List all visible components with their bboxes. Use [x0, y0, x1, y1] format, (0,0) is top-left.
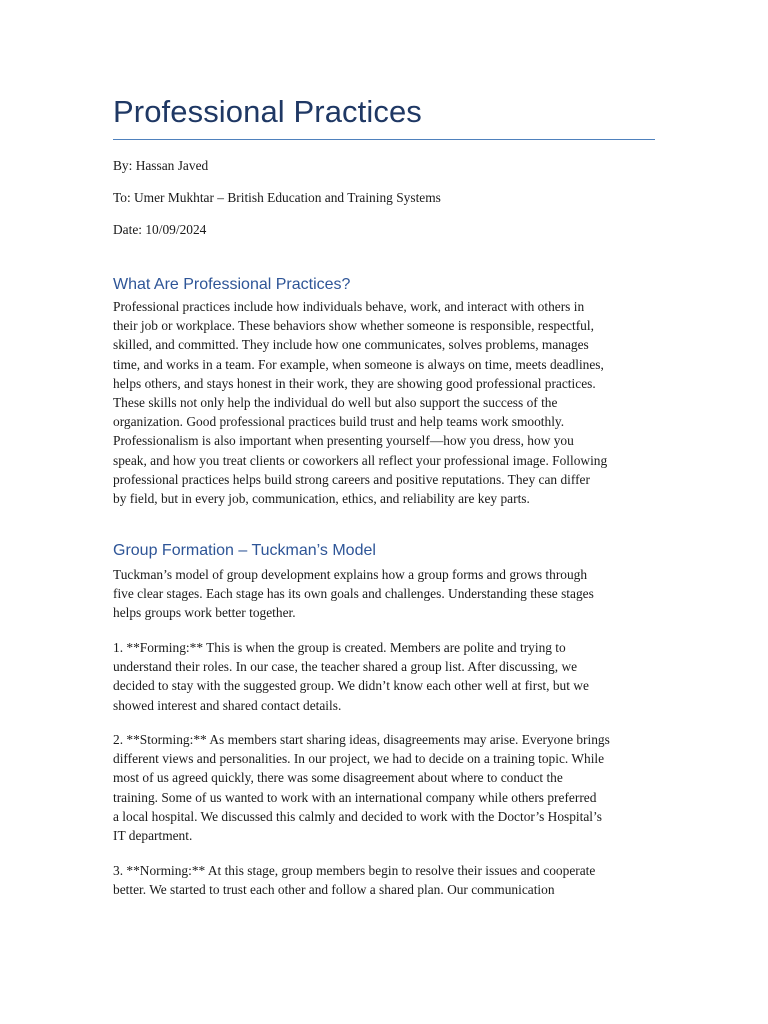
paragraph-professional-practices: [113, 297, 655, 508]
paragraph-line: their job or workplace. These behaviors show whether someone is responsible, respectful,: [113, 318, 594, 334]
paragraph-line: training. Some of us wanted to work with an international company while others preferred: [113, 789, 597, 805]
document-title: Professional Practices: [113, 94, 422, 129]
paragraph-line: different views and personalities. In our project, we had to decide on a training topic. While: [113, 751, 605, 767]
paragraph-tuckman-intro: [113, 565, 655, 623]
paragraph-line: skilled, and committed. They include how one communicates, solves problems, manages: [113, 337, 589, 353]
recipient-line: To: Umer Mukhtar – British Education and Training Systems: [113, 190, 441, 205]
section-heading-group-formation: Group Formation – Tuckman’s Model: [113, 542, 376, 559]
paragraph-line: most of us agreed quickly, there was some disagreement about where to conduct the: [113, 770, 563, 786]
paragraph-line: helps others, and stays honest in their work, they are showing good professional practices.: [113, 375, 596, 391]
paragraph-line: better. We started to trust each other and follow a shared plan. Our communication: [113, 882, 555, 898]
paragraph-line: These skills not only help the individual do well but also support the success of the: [113, 394, 558, 410]
paragraph-line: time, and works in a team. For example, when someone is always on time, meets deadlines,: [113, 356, 604, 372]
title-underline: [113, 139, 655, 140]
paragraph-line: five clear stages. Each stage has its own goals and challenges. Understanding these stages: [113, 586, 594, 602]
paragraph-line: understand their roles. In our case, the teacher shared a group list. After discussing, we: [113, 659, 578, 675]
paragraph-forming: [113, 638, 655, 715]
paragraph-line: a local hospital. We discussed this calmly and decided to work with the Doctor’s Hospital’s: [113, 808, 602, 824]
paragraph-line: Tuckman’s model of group development explains how a group forms and grows through: [113, 567, 588, 582]
date-line: Date: 10/09/2024: [113, 222, 207, 237]
paragraph-line: organization. Good professional practices build trust and help teams work smoothly.: [113, 414, 565, 430]
paragraph-line: showed interest and shared contact details.: [113, 697, 342, 713]
paragraph-line: IT department.: [113, 827, 193, 843]
paragraph-norming: [113, 861, 655, 899]
paragraph-line: 1. **Forming:** This is when the group is created. Members are polite and trying to: [113, 640, 566, 655]
paragraph-storming: [113, 730, 655, 845]
paragraph-line: Professionalism is also important when presenting yourself—how you dress, how you: [113, 433, 574, 449]
paragraph-line: speak, and how you treat clients or coworkers all reflect your professional image. Following: [113, 452, 608, 468]
paragraph-line: helps groups work better together.: [113, 605, 296, 621]
paragraph-line: professional practices helps build strong careers and positive reputations. They can differ: [113, 471, 590, 487]
paragraph-line: by field, but in every job, communication, ethics, and reliability are key parts.: [113, 490, 530, 506]
paragraph-line: decided to stay with the suggested group. We didn’t know each other well at first, but we: [113, 678, 589, 694]
paragraph-line: 2. **Storming:** As members start sharing ideas, disagreements may arise. Everyone brings: [113, 732, 610, 747]
paragraph-line: Professional practices include how individuals behave, work, and interact with others in: [113, 299, 585, 314]
paragraph-line: 3. **Norming:** At this stage, group members begin to resolve their issues and cooperate: [113, 863, 596, 878]
section-heading-professional-practices: What Are Professional Practices?: [113, 276, 351, 293]
author-line: By: Hassan Javed: [113, 158, 209, 173]
